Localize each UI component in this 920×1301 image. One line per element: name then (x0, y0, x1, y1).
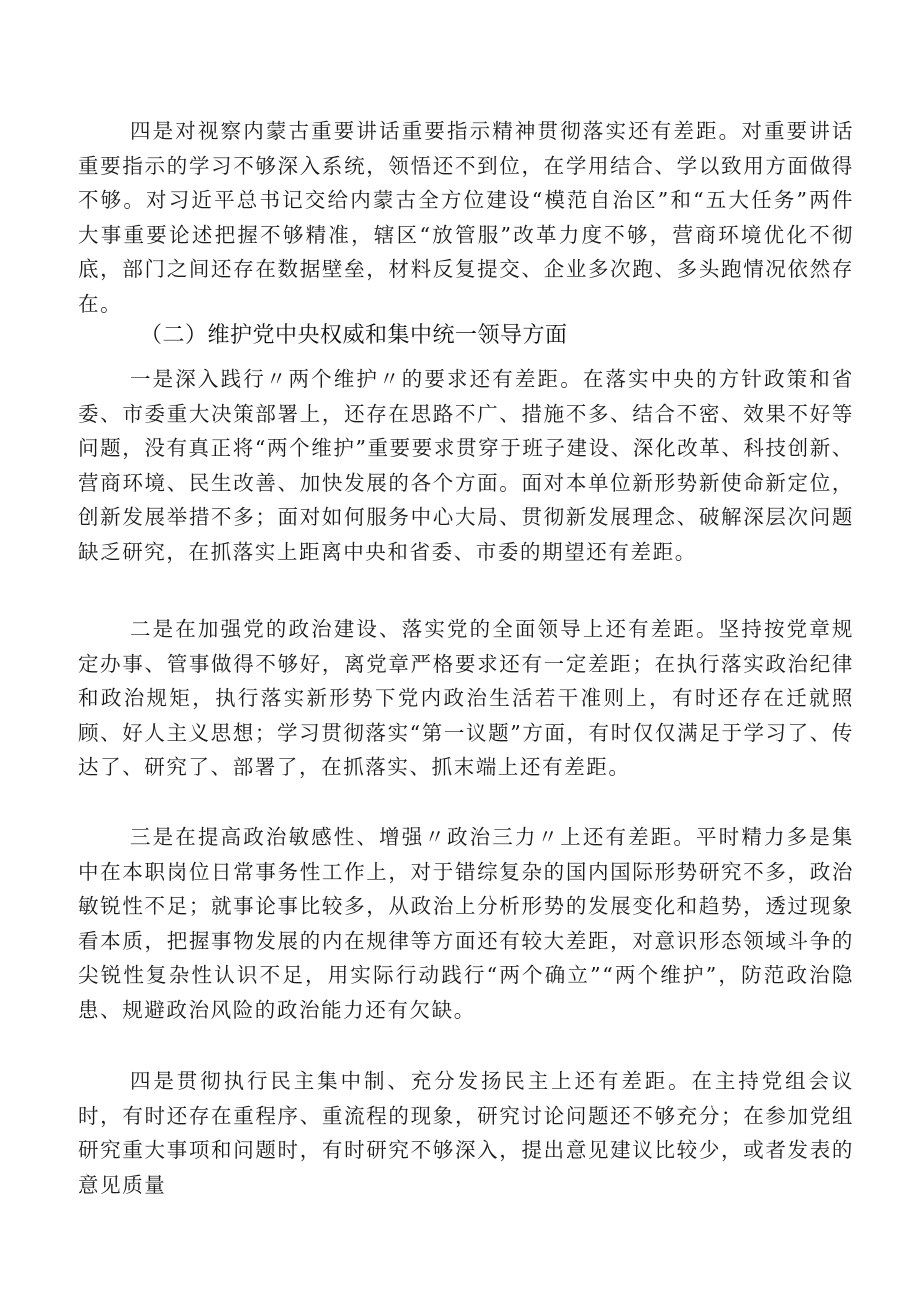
paragraph-one-two-safeguards: 一是深入践行〃两个维护〃的要求还有差距。在落实中央的方针政策和省委、市委重大决策部署上，还存在思路不广、措施不多、结合不密、效果不好等问题，没有真正将“两个维护”重要要求贯穿于班子建设、深化改革、科技创新、营商环境、民生改善、加快发展的各个方面。面对本单位新形势新使命新定位，创新发展举措不多；面对如何服务中心大局、贯彻新发展理念、破解深层次问题缺乏研究，在抓落实上距离中央和省委、市委的期望还有差距。 (78, 367, 854, 564)
paragraph-two-party-building: 二是在加强党的政治建设、落实党的全面领导上还有差距。坚持按党章规定办事、管事做得不够好，离党章严格要求还有一定差距；在执行落实政治纪律和政治规矩，执行落实新形势下党内政治生活若干准则上，有时还存在迁就照顾、好人主义思想；学习贯彻落实“第一议题”方面，有时仅仅满足于学习了、传达了、研究了、部署了，在抓落实、抓末端上还有差距。 (78, 617, 854, 779)
paragraph-three-political-sensitivity: 三是在提高政治敏感性、增强〃政治三力〃上还有差距。平时精力多是集中在本职岗位日常事务性工作上，对于错综复杂的国内国际形势研究不多，政治敏锐性不足；就事论事比较多，从政治上分析形势的发展变化和趋势，透过现象看本质，把握事物发展的内在规律等方面还有较大差距，对意识形态领域斗争的尖锐性复杂性认识不足，用实际行动践行“两个确立”“两个维护”，防范政治隐患、规避政治风险的政治能力还有欠缺。 (78, 825, 854, 1022)
paragraph-four-democratic-centralism: 四是贯彻执行民主集中制、充分发扬民主上还有差距。在主持党组会议时，有时还存在重程序、重流程的现象，研究讨论问题还不够充分；在参加党组研究重大事项和问题时，有时研究不够深入，提出意见建议比较少，或者发表的意见质量 (78, 1069, 854, 1197)
section-heading: （二）维护党中央权威和集中统一领导方面 (140, 323, 568, 348)
paragraph-four-implementation: 四是对视察内蒙古重要讲话重要指示精神贯彻落实还有差距。对重要讲话重要指示的学习不够深入系统，领悟还不到位，在学用结合、学以致用方面做得不够。对习近平总书记交给内蒙古全方位建设“模范自治区”和“五大任务”两件大事重要论述把握不够精准，辖区“放管服”改革力度不够，营商环境优化不彻底，部门之间还存在数据壁垒，材料反复提交、企业多次跑、多头跑情况依然存在。 (78, 119, 854, 316)
